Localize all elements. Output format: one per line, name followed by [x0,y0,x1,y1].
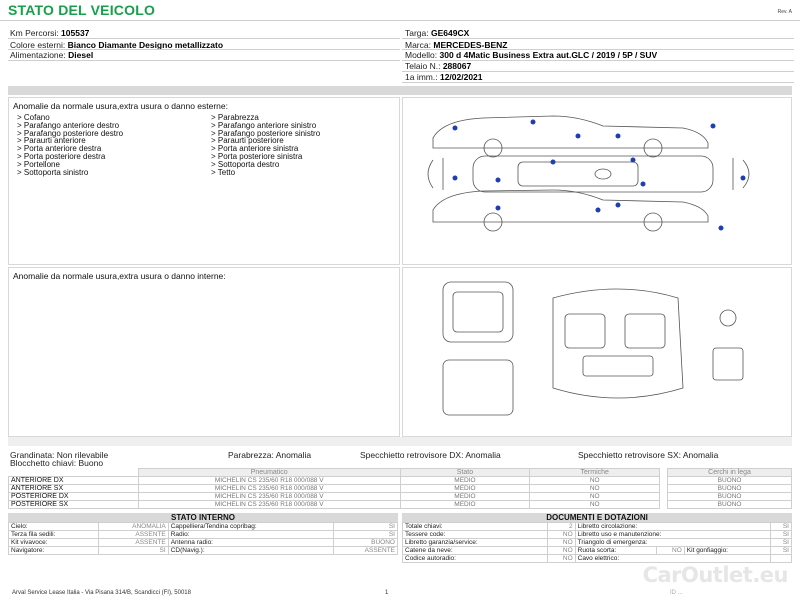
status-specchietto-sx: Specchietto retrovisore SX: Anomalia [578,450,719,460]
stato-interno-title: STATO INTERNO [8,513,398,522]
table-row: Libretto garanzia/service: NO Triangolo di emergenza: SI [403,539,792,547]
status-specchietto-dx: Specchietto retrovisore DX: Anomalia [360,450,501,460]
field-targa: Targa: GE649CX [405,28,470,38]
table-row: ANTERIORE DX MICHELIN CS 235/60 R18 000/088 V MEDIO NO BUONO [9,477,792,485]
car-exterior-diagram [403,98,793,266]
footer-code: ID ... [670,590,683,596]
documenti-title: DOCUMENTI E DOTAZIONI [402,513,792,522]
field-km: Km Percorsi: 105537 [10,28,90,38]
status-grandinata: Grandinata: Non rilevabile [10,450,109,460]
table-row: Tessere code: NO Libretto uso e manutenzione: SI [403,531,792,539]
footer-address: Arval Service Lease Italia - Via Pisana 314/B, Scandicci (FI), 50018 [12,590,191,596]
documenti-table [402,522,792,563]
footer-page: 1 [385,590,389,596]
external-title: Anomalie da normale usura,extra usura o danno esterne: [13,101,228,111]
caroutlet-watermark-logo: CarOutlet.eu [642,563,788,587]
tyre-table [8,468,792,509]
table-row: ANTERIORE SX MICHELIN CS 235/60 R18 000/088 V MEDIO NO BUONO [9,485,792,493]
stato-interno-table [8,522,398,555]
internal-title: Anomalie da normale usura,extra usura o danno interne: [13,271,226,281]
field-alimentazione: Alimentazione: Diesel [10,50,94,60]
revision-label: Rev. A [777,9,792,15]
internal-diagram [402,267,792,437]
table-row: Catene da neve: NO Ruota scorta: NO Kit gonfiaggio: SI [403,547,792,555]
table-row: Kit vivavoce: ASSENTE Antenna radio: BUONO [9,539,398,547]
status-parabrezza: Parabrezza: Anomalia [228,450,312,460]
table-row: POSTERIORE DX MICHELIN CS 235/60 R18 000/088 V MEDIO NO BUONO [9,493,792,501]
field-telaio: Telaio N.: 288067 [405,61,472,71]
table-row: Codice autoradio: NO Cavo elettrico: [403,555,792,563]
field-marca: Marca: MERCEDES-BENZ [405,40,508,50]
field-modello: Modello: 300 d 4Matic Business Extra aut.GLC / 2019 / 5P / SUV [405,50,658,60]
page-title: STATO DEL VEICOLO [8,2,156,18]
table-row: Navigatore: SI CD(Navig.): ASSENTE [9,547,398,555]
field-immatricolazione: 1a imm.: 12/02/2021 [405,72,483,82]
table-row: POSTERIORE SX MICHELIN CS 235/60 R18 000/088 V MEDIO NO BUONO [9,501,792,509]
status-blocchetto: Blocchetto chiavi: Buono [10,458,104,468]
field-colore: Colore esterni: Bianco Diamante Designo metallizzato [10,40,224,50]
external-list-col2: > Parabrezza > Parafango anteriore sinistro > Parafango posteriore sinistro > Paraurti posteriore > Porta anteriore sinistra > Porta posteriore sinistra > Sottoporta destro > Tetto [211,113,321,177]
table-row: Totale chiavi: 2 Libretto circolazione: SI [403,523,792,531]
internal-damage-panel [8,267,400,437]
external-list-col1: > Cofano > Parafango anteriore destro > Parafango posteriore destro > Paraurti anteriore > Porta anteriore destra > Porta posteriore destra > Portellone > Sottoporta sinistro [17,113,124,177]
external-diagram [402,97,792,265]
external-damage-panel [8,97,400,265]
tyre-table-header: Pneumatico Stato Termiche Cerchi in lega [9,469,792,477]
table-row: Terza fila sedili: ASSENTE Radio: SI [9,531,398,539]
car-interior-diagram [403,268,793,438]
section-divider [8,86,792,95]
table-row: Cielo: ANOMALIA Cappelliera/Tendina copribag: SI [9,523,398,531]
